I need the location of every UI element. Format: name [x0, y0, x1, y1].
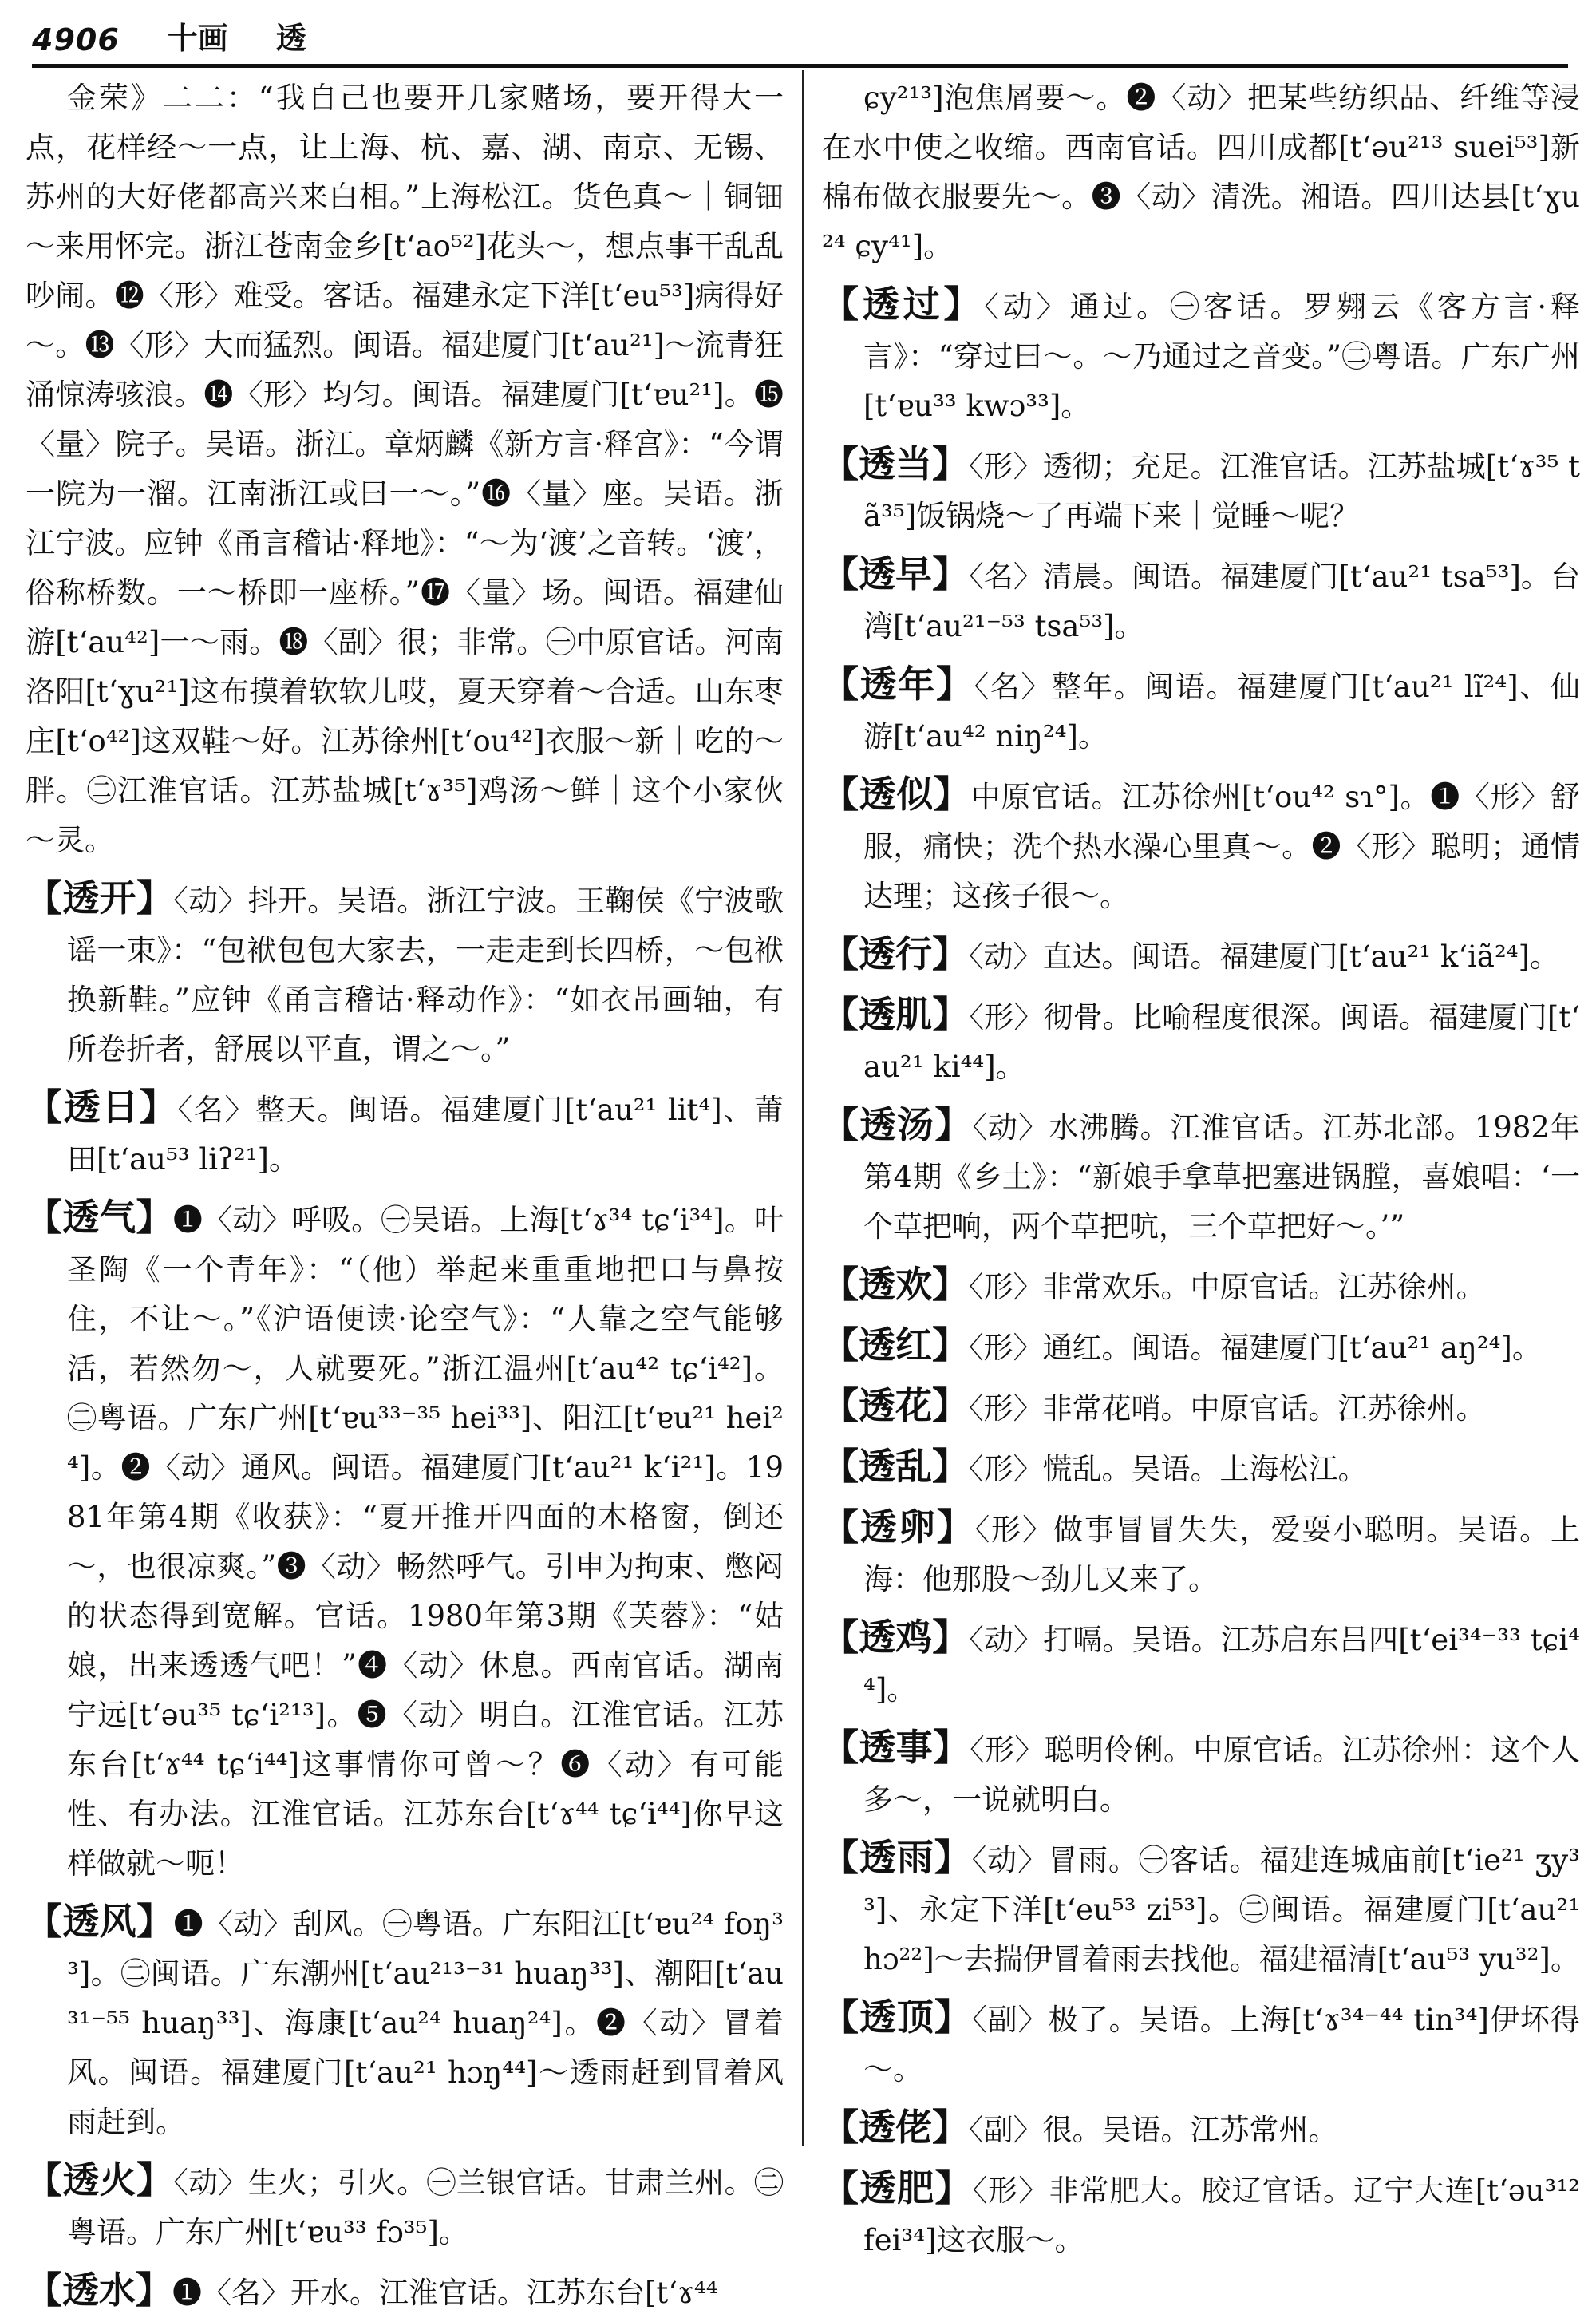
continued-entry-text: [26, 73, 784, 865]
entry-definition: 〈动〉打嗝。吴语。江苏启东吕四[tʻei³⁴⁻³³ tɕi⁴⁴]。: [863, 1623, 1580, 1707]
dictionary-entry: [26, 1193, 784, 1889]
entry-headword: 【透事】: [822, 1726, 970, 1769]
dictionary-entry: [822, 769, 1580, 921]
entry-headword: 【透开】: [26, 876, 174, 920]
entry-headword: 【透火】: [26, 2158, 174, 2201]
entry-definition: 〈副〉极了。吴语。上海[tʻɤ³⁴⁻⁴⁴ tin³⁴]伊坏得～。: [863, 2003, 1581, 2087]
entry-definition: 〈副〉很。吴语。江苏常州。: [969, 2113, 1338, 2147]
dictionary-entry: [822, 1320, 1580, 1373]
entry-definition: ❶〈名〉开水。江淮官话。江苏东台[tʻɤ⁴⁴: [172, 2276, 718, 2310]
dictionary-entry: [822, 549, 1580, 651]
entry-definition: 〈名〉清晨。闽语。福建厦门[tʻau²¹ tsa⁵³]。台湾[tʻau²¹⁻⁵³ tsa⁵³]。: [863, 560, 1580, 643]
entry-headword: 【透肥】: [822, 2166, 973, 2209]
entry-definition: 〈形〉聪明伶俐。中原官话。江苏徐州：这个人多～，一说就明白。: [863, 1733, 1580, 1817]
dictionary-entry: [822, 2163, 1580, 2265]
dictionary-entry: [822, 1100, 1580, 1252]
dictionary-entry: [26, 2265, 784, 2318]
entry-headword: 【透日】: [26, 1086, 178, 1129]
entry-headword: 【透过】: [822, 283, 985, 326]
dictionary-entry: [26, 1082, 784, 1185]
entry-headword: 【透红】: [822, 1323, 969, 1367]
dictionary-entry: [822, 1442, 1580, 1494]
entry-definition: ❶〈动〉刮风。㊀粤语。广东阳江[tʻɐu²⁴ foŋ³³]。㊁闽语。广东潮州[tʻau²¹³⁻³¹ huaŋ³³]、潮阳[tʻau³¹⁻⁵⁵ huaŋ³³]、海康[tʻau²⁴ huaŋ²⁴]。❷〈动〉冒着风。闽语。福建厦门[tʻau²¹ hɔŋ⁴⁴]～透雨赶到冒着风雨赶到。: [67, 1907, 784, 2139]
entry-headword: 【透佬】: [822, 2106, 969, 2149]
dictionary-entry: [822, 990, 1580, 1092]
entry-headword: 【透水】: [26, 2269, 172, 2312]
entry-definition: 〈动〉抖开。吴语。浙江宁波。王鞠侯《宁波歌谣一束》：“包袱包包大家去，一走走到长四桥，～包袱换新鞋。”应钟《甬言稽诂·释动作》：“如衣吊画轴，有所卷折者，舒展以平直，谓之～。”: [67, 884, 784, 1066]
entry-definition: 〈动〉直达。闽语。福建厦门[tʻau²¹ kʻiã²⁴]。: [969, 939, 1560, 974]
entry-definition: 〈形〉做事冒冒失失，爱耍小聪明。吴语。上海：他那股～劲儿又来了。: [863, 1513, 1581, 1596]
entry-headword: 【透似】: [822, 773, 971, 816]
entry-headword: 【透行】: [822, 932, 969, 975]
page-number: 4906: [32, 22, 120, 57]
dictionary-entry: [822, 1992, 1580, 2095]
entry-definition: 〈动〉生火；引火。㊀兰银官话。甘肃兰州。㊁粤语。广东广州[tʻɐu³³ fɔ³⁵]。: [67, 2166, 784, 2249]
entry-definition: 〈形〉透彻；充足。江淮官话。江苏盐城[tʻɤ³⁵ tã³⁵]饭锅烧～了再端下来｜觉睡～呢？: [863, 449, 1580, 533]
entry-headword: 【透卵】: [822, 1505, 975, 1549]
entry-headword: 【透顶】: [822, 1996, 973, 2039]
entry-definition: 〈形〉慌乱。吴语。上海松江。: [969, 1452, 1368, 1486]
dictionary-entry: [822, 1381, 1580, 1434]
entry-definition: ɕy²¹³]泡焦屑要～。❷〈动〉把某些纺织品、纤维等浸在水中使之收缩。西南官话。四川成都[tʻəu²¹³ suei⁵³]新棉布做衣服要先～。❸〈动〉清洗。湘语。四川达县[tʻɣu²⁴ ɕy⁴¹]。: [822, 81, 1580, 263]
dictionary-entry: [26, 873, 784, 1074]
entry-definition: 〈名〉整天。闽语。福建厦门[tʻau²¹ lit⁴]、莆田[tʻau⁵³ liʔ²¹]。: [67, 1093, 784, 1177]
dictionary-entry: [822, 1260, 1580, 1312]
entry-headword: 【透肌】: [822, 993, 970, 1036]
index-character: 透: [275, 20, 306, 56]
entry-headword: 【透汤】: [822, 1103, 973, 1146]
entry-definition: 〈形〉非常欢乐。中原官话。江苏徐州。: [969, 1270, 1486, 1304]
entry-headword: 【透当】: [822, 442, 970, 485]
entry-headword: 【透早】: [822, 552, 970, 595]
entry-definition: 〈动〉冒雨。㊀客话。福建连城庙前[tʻie²¹ ʒy³³]、永定下洋[tʻeu⁵³ zi⁵³]。㊁闽语。福建厦门[tʻau²¹ hɔ²²]～去揣伊冒着雨去找他。福建福清[tʻau⁵³ yu³²]。: [863, 1843, 1581, 1976]
dictionary-entry: [822, 279, 1580, 431]
dictionary-entry: [822, 2102, 1580, 2155]
entry-definition: 〈形〉非常肥大。胶辽官话。辽宁大连[tʻəu³¹² fei³⁴]这衣服～。: [863, 2174, 1581, 2257]
dictionary-entry: [822, 659, 1580, 761]
right-column: [822, 73, 1581, 2257]
section-label: 十画: [167, 20, 228, 56]
page-header: [32, 11, 1568, 68]
entry-definition: 〈形〉非常花哨。中原官话。江苏徐州。: [969, 1391, 1486, 1426]
entry-definition: ❶〈动〉呼吸。㊀吴语。上海[tʻɤ³⁴ tɕʻi³⁴]。叶圣陶《一个青年》：“（他）举起来重重地把口与鼻按住，不让～。”《沪语便读·论空气》：“人靠之空气能够活，若然勿～，人就要死。”浙江温州[tʻau⁴² tɕʻi⁴²]。㊁粤语。广东广州[tʻɐu³³⁻³⁵ hei³³]、阳江[tʻɐu²¹ hei²⁴]。❷〈动〉通风。闽语。福建厦门[tʻau²¹ kʻi²¹]。1981年第4期《收获》：“夏开推开四面的木格窗，倒还～，也很凉爽。”❸〈动〉畅然呼气。引申为拘束、憋闷的状态得到宽解。官话。1980年第3期《芙蓉》：“姑娘，出来透透气吧！”❹〈动〉休息。西南官话。湖南宁远[tʻəu³⁵ tɕʻi²¹³]。❺〈动〉明白。江淮官话。江苏东台[tʻɤ⁴⁴ tɕʻi⁴⁴]这事情你可曾～？❻〈动〉有可能性、有办法。江淮官话。江苏东台[tʻɤ⁴⁴ tɕʻi⁴⁴]你早这样做就～呃！: [67, 1203, 784, 1881]
entry-definition: 〈名〉整年。闽语。福建厦门[tʻau²¹ lĩ²⁴]、仙游[tʻau⁴² niŋ²⁴]。: [863, 670, 1580, 754]
entry-headword: 【透乱】: [822, 1445, 969, 1488]
entry-definition: 〈动〉通过。㊀客话。罗翙云《客方言·释言》：“穿过曰～。～乃通过之音变。”㊁粤语。广东广州[tʻɐu³³ kwɔ³³]。: [863, 290, 1580, 423]
dictionary-entry: [26, 1897, 784, 2147]
entry-headword: 【透花】: [822, 1384, 969, 1427]
entry-definition: 〈形〉通红。闽语。福建厦门[tʻau²¹ aŋ²⁴]。: [969, 1331, 1542, 1365]
dictionary-entry: [822, 1833, 1580, 1984]
column-divider: [802, 70, 804, 2146]
entry-headword: 【透欢】: [822, 1263, 969, 1306]
entry-definition: 金荣》二二：“我自己也要开几家赌场，要开得大一点，花样经～一点，让上海、杭、嘉、湖、南京、无锡、苏州的大好佬都高兴来白相。”上海松江。货色真～｜铜钿～来用怀完。浙江苍南金乡[tʻao⁵²]花头～，想点事干乱乱吵闹。⓬〈形〉难受。客话。福建永定下洋[tʻeu⁵³]病得好～。⓭〈形〉大而猛烈。闽语。福建厦门[tʻau²¹]～流青狂涌惊涛骇浪。⓮〈形〉均匀。闽语。福建厦门[tʻɐu²¹]。⓯〈量〉院子。吴语。浙江。章炳麟《新方言·释宫》：“今谓一院为一溜。江南浙江或曰一～。”⓰〈量〉座。吴语。浙江宁波。应钟《甬言稽诂·释地》：“～为‘渡’之音转。‘渡’，俗称桥数。一～桥即一座桥。”⓱〈量〉场。闽语。福建仙游[tʻau⁴²]一～雨。⓲〈副〉很；非常。㊀中原官话。河南洛阳[tʻɣu²¹]这布摸着软软儿哎，夏天穿着～合适。山东枣庄[tʻo⁴²]这双鞋～好。江苏徐州[tʻou⁴²]衣服～新｜吃的～胖。㊁江淮官话。江苏盐城[tʻɤ³⁵]鸡汤～鲜｜这个小家伙～灵。: [26, 81, 784, 857]
entry-headword: 【透鸡】: [822, 1616, 970, 1659]
entry-definition: 中原官话。江苏徐州[tʻou⁴² sɿ°]。❶〈形〉舒服，痛快；洗个热水澡心里真～。❷〈形〉聪明；通情达理；这孩子很～。: [863, 780, 1580, 913]
dictionary-entry: [822, 1612, 1580, 1715]
dictionary-entry: [822, 439, 1580, 541]
entry-definition: 〈形〉彻骨。比喻程度很深。闽语。福建厦门[tʻau²¹ ki⁴⁴]。: [863, 1000, 1580, 1084]
left-column: [26, 73, 784, 2312]
dictionary-entry: [822, 929, 1580, 982]
dictionary-entry: [822, 1502, 1580, 1604]
continued-entry-text: [822, 73, 1580, 271]
entry-headword: 【透气】: [26, 1196, 173, 1239]
dictionary-entry: [822, 1723, 1580, 1825]
entry-headword: 【透年】: [822, 663, 974, 706]
entry-headword: 【透风】: [26, 1900, 174, 1943]
entry-headword: 【透雨】: [822, 1836, 972, 1879]
dictionary-entry: [26, 2155, 784, 2257]
entry-definition: 〈动〉水沸腾。江淮官话。江苏北部。1982年第4期《乡土》：“新娘手拿草把塞进锅膛，喜娘唱：‘一个草把响，两个草把吭，三个草把好～。’”: [863, 1110, 1581, 1244]
